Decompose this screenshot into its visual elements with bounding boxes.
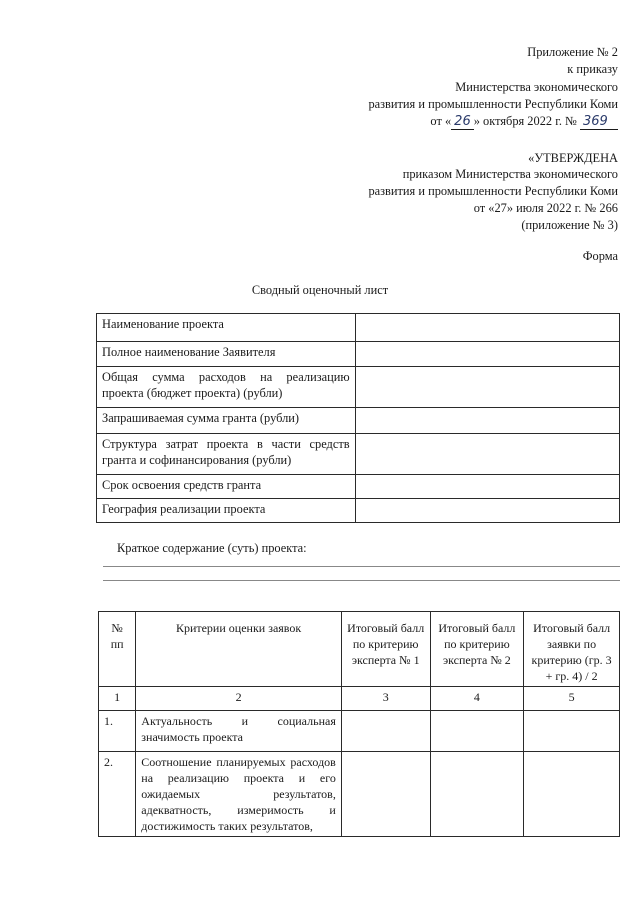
info-value[interactable]	[355, 367, 619, 408]
info-value[interactable]	[355, 342, 619, 367]
info-label-project-name: Наименование проекта	[97, 314, 356, 342]
handwritten-day: 26	[451, 115, 474, 130]
score-cell[interactable]	[430, 711, 524, 752]
col-number-5: 5	[524, 687, 620, 711]
criterion-number: 1.	[99, 711, 136, 752]
order-date-line	[430, 113, 618, 130]
appendix-number: Приложение № 2	[527, 45, 618, 59]
criterion-text: Соотношение планируемых расходов на реализацию проекта и его ожидаемых результатов, адекватность, измеримость и достижимость таких результатов,	[136, 752, 342, 837]
ministry-line-2: развития и промышленности Республики Коми	[368, 97, 618, 111]
criterion-text: Актуальность и социальная значимость проекта	[136, 711, 342, 752]
col-number-1: 1	[99, 687, 136, 711]
approved-by-order: приказом Министерства экономического	[402, 167, 618, 181]
form-label: Форма	[582, 249, 618, 263]
summary-line-1[interactable]	[103, 566, 620, 567]
project-info-table	[96, 313, 620, 523]
info-value[interactable]	[355, 499, 619, 523]
info-value[interactable]	[355, 314, 619, 342]
col-number-2: 2	[136, 687, 342, 711]
col-number-4: 4	[430, 687, 524, 711]
info-value[interactable]	[355, 408, 619, 434]
score-cell[interactable]	[524, 711, 620, 752]
score-cell[interactable]	[341, 752, 430, 837]
score-cell[interactable]	[524, 752, 620, 837]
info-value[interactable]	[355, 434, 619, 475]
approved-ministry: развития и промышленности Республики Коми	[368, 184, 618, 198]
info-label-grant-amount: Запрашиваемая сумма гранта (рубли)	[97, 408, 356, 434]
ministry-line: Министерства экономического	[455, 80, 618, 94]
approved-appendix: (приложение № 3)	[521, 218, 618, 232]
score-cell[interactable]	[341, 711, 430, 752]
to-order: к приказу	[567, 62, 618, 76]
info-label-budget: Общая сумма расходов на реализацию проекта (бюджет проекта) (рубли)	[97, 367, 356, 408]
handwritten-order-number: 369	[580, 115, 618, 130]
info-label-cost-structure: Структура затрат проекта в части средств гранта и софинансирования (рубли)	[97, 434, 356, 475]
col-header-total: Итоговый балл заявки по критерию (гр. 3 + гр. 4) / 2	[524, 612, 620, 687]
criteria-table	[98, 611, 620, 837]
col-header-expert2: Итоговый балл по критерию эксперта № 2	[430, 612, 524, 687]
criterion-number: 2.	[99, 752, 136, 837]
col-number-3: 3	[341, 687, 430, 711]
approved-heading: «УТВЕРЖДЕНА	[528, 151, 618, 165]
col-header-number: № пп	[99, 612, 136, 687]
col-header-expert1: Итоговый балл по критерию эксперта № 1	[341, 612, 430, 687]
score-cell[interactable]	[430, 752, 524, 837]
col-header-criteria: Критерии оценки заявок	[136, 612, 342, 687]
summary-label: Краткое содержание (суть) проекта:	[117, 541, 307, 555]
info-label-term: Срок освоения средств гранта	[97, 475, 356, 499]
page-title: Сводный оценочный лист	[251, 283, 389, 297]
approved-date: от «27» июля 2022 г. № 266	[473, 201, 618, 215]
info-label-applicant: Полное наименование Заявителя	[97, 342, 356, 367]
date-prefix: от «	[430, 114, 452, 128]
info-label-geography: География реализации проекта	[97, 499, 356, 523]
info-value[interactable]	[355, 475, 619, 499]
summary-line-2[interactable]	[103, 580, 620, 581]
date-mid: » октября 2022 г. №	[473, 114, 577, 128]
